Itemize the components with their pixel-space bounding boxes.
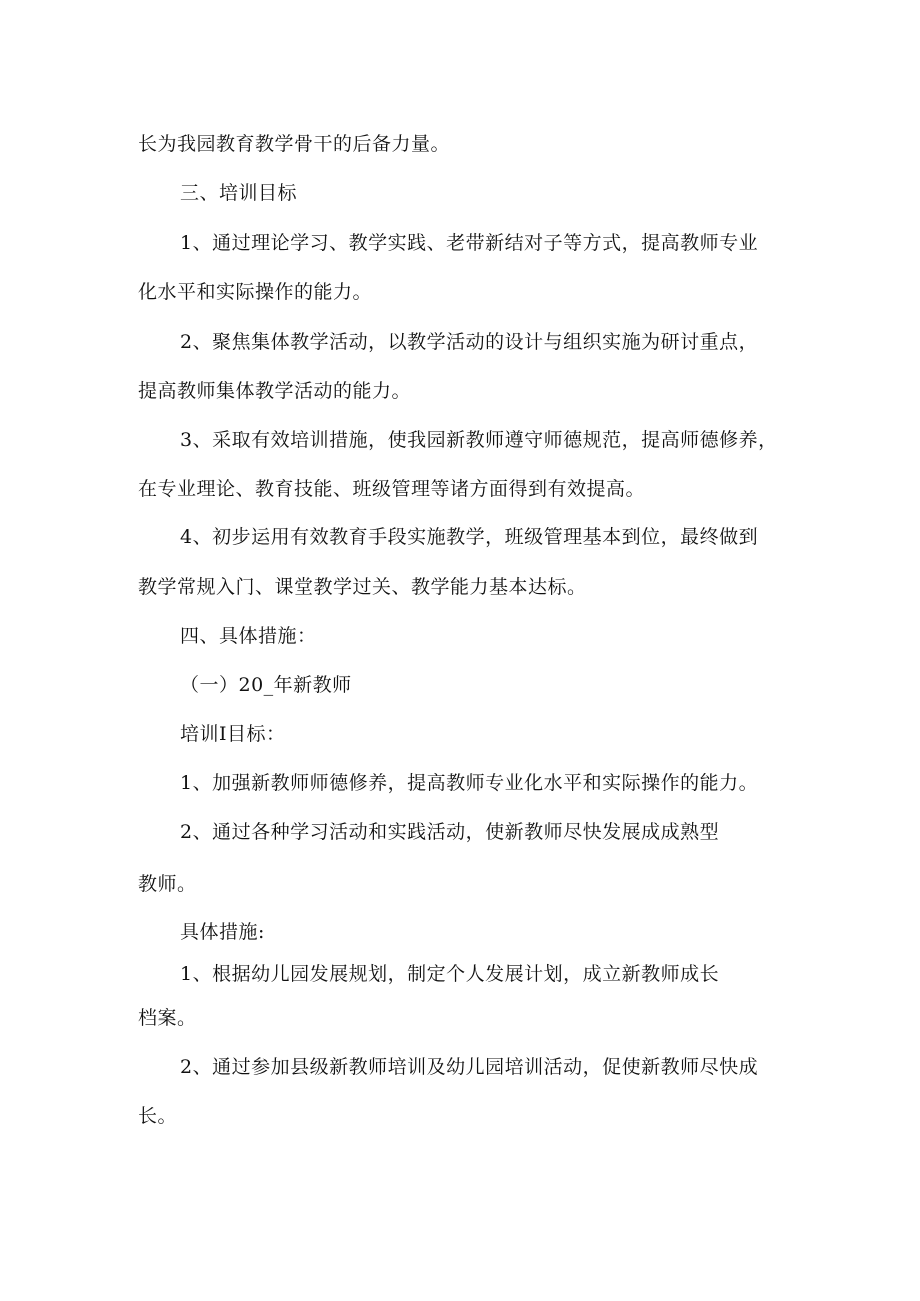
text-line: 教师。 [138,873,197,895]
text-line: 具体措施: [180,921,265,943]
text-line: 档案。 [138,1007,197,1029]
section-heading: 三、培训目标 [180,182,298,204]
text-line: 1、根据幼儿园发展规划，制定个人发展计划，成立新教师成长 [180,963,720,985]
text-line: 3、采取有效培训措施，使我园新教师遵守师德规范，提高师德修养， [180,429,778,451]
text-line: 提高教师集体教学活动的能力。 [138,380,412,402]
text-line: 教学常规入门、课堂教学过关、教学能力基本达标。 [138,576,587,598]
text-line: 2、通过参加县级新教师培训及幼儿园培训活动，促使新教师尽快成 [180,1056,759,1078]
text-line: 1、通过理论学习、教学实践、老带新结对子等方式，提高教师专业 [180,232,759,254]
text-line: 1、加强新教师师德修养，提高教师专业化水平和实际操作的能力。 [180,772,759,794]
text-line: 在专业理论、教育技能、班级管理等诸方面得到有效提高。 [138,478,646,500]
subsection-heading: （一）20_年新教师 [180,674,352,696]
text-line: 化水平和实际操作的能力。 [138,281,373,303]
text-line: 2、通过各种学习活动和实践活动，使新教师尽快发展成成熟型 [180,821,720,843]
text-line: 长为我园教育教学骨干的后备力量。 [138,133,451,155]
text-line: 4、初步运用有效教育手段实施教学，班级管理基本到位，最终做到 [180,526,759,548]
text-line: 培训Ⅰ目标： [180,723,286,745]
text-line: 2、聚焦集体教学活动，以教学活动的设计与组织实施为研讨重点， [180,331,759,353]
section-heading: 四、具体措施： [180,625,317,647]
text-line: 长。 [138,1105,178,1127]
